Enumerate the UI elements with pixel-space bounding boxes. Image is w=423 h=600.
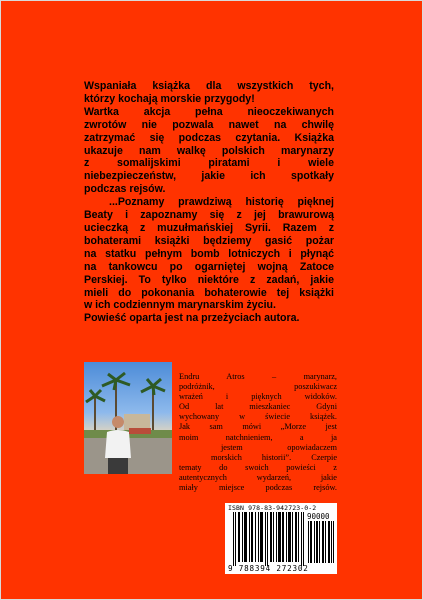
blurb-line: którzy kochają morskie przygody! [84, 92, 255, 105]
bio-line: wrażeń i pięknych widoków. [179, 392, 337, 402]
blurb-line: Wspaniała książka dla wszystkich tych, [84, 80, 334, 92]
ean-bars [232, 512, 306, 566]
blurb-line: na statku pełnym bomb lotniczych i płynąć [84, 247, 334, 260]
bio-line: Od lat mieszkaniec Gdyni [179, 402, 337, 412]
isbn-text: ISBN 978-83-942723-0-2 [228, 504, 317, 512]
isbn-barcode [225, 503, 337, 574]
blurb-line: Perskiej. To tylko niektóre z zadań, jakie [84, 273, 334, 286]
blurb-line: mieli do pokonania bohaterowie tej książki [84, 286, 334, 299]
blurb-line: na tankowcu po ogarniętej wojną Zatoce [84, 260, 334, 273]
bio-line: autentycznych wydarzeń, jakie [179, 472, 337, 482]
blurb-line: z somalijskimi piratami i wiele [84, 157, 334, 170]
blurb-line: zatrzymać się podczas czytania. Książka [84, 131, 334, 144]
author-bio [179, 372, 337, 493]
book-blurb [84, 80, 334, 325]
blurb-line: ukazuje nam walkę polskich marynarzy [84, 144, 334, 157]
bio-line: moim natchnieniem, a ja [179, 432, 337, 442]
bio-line: miały miejsce podczas rejsów. [179, 483, 337, 493]
ean-digits: 9 788394 272302 [228, 564, 309, 573]
author-photo [84, 362, 172, 474]
bio-line: podróżnik, poszukiwacz [179, 382, 337, 392]
bio-line: Endru Atros – marynarz, [179, 372, 337, 381]
price-addon-digits: 90000 [307, 512, 330, 521]
palm-tree [86, 390, 105, 432]
bio-line: tematy do swoich powieści z [179, 462, 337, 472]
blurb-line: ...Poznamy prawdziwą historię pięknej [109, 196, 334, 209]
addon-bars [308, 521, 334, 563]
blurb-line: Wartka akcja pełna nieoczekiwanych [84, 105, 334, 118]
bio-line: wychowany w świecie książek. [179, 412, 337, 422]
blurb-line: Powieść oparta jest na przeżyciach autora. [84, 312, 300, 325]
bio-line: jestem opowiadaczem [221, 442, 337, 452]
blurb-line: zwrotów nie pozwala nawet na chwilę [84, 118, 334, 131]
bio-line: morskich historii”. Czerpie [211, 452, 337, 462]
blurb-line: Beaty i zapoznamy się z jej brawurową [84, 209, 334, 222]
blurb-line: bohaterami książki będziemy gasić pożar [84, 234, 334, 247]
blurb-line: podczas rejsów. [84, 183, 166, 196]
blurb-line: niebezpieczeństw, jakie ich spotkały [84, 170, 334, 183]
blurb-line: w ich codziennym marynarskim życiu. [84, 299, 276, 312]
bio-line: Jak sam mówi „Morze jest [179, 422, 337, 432]
blurb-line: ucieczką z muzułmańskiej Syrii. Razem z [84, 221, 334, 234]
